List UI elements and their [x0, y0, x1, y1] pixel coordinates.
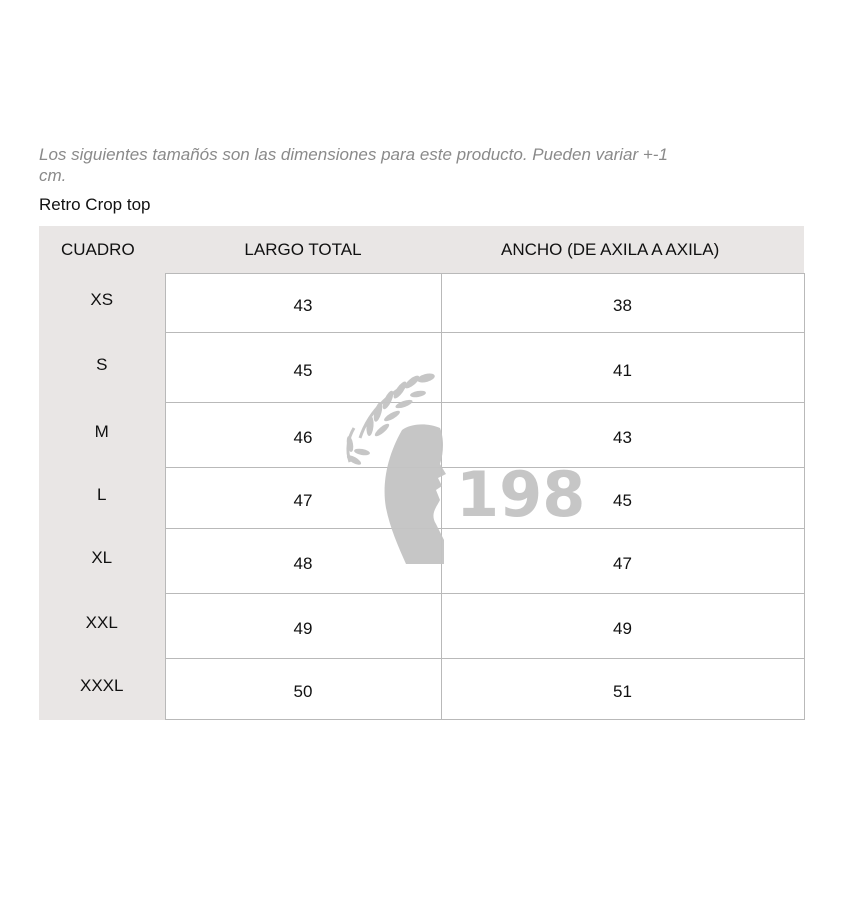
ancho-value: 49: [441, 594, 804, 659]
largo-value: 46: [165, 403, 441, 468]
table-row: [39, 274, 804, 333]
size-label: M: [39, 403, 165, 468]
size-chart-table: [39, 226, 805, 720]
ancho-value: 45: [441, 468, 804, 529]
ancho-value: 41: [441, 333, 804, 403]
size-note: Los siguientes tamañós son las dimensiones para este producto. Pueden variar +-1 cm.: [39, 145, 668, 185]
size-label: L: [39, 468, 165, 529]
largo-value: 45: [165, 333, 441, 403]
size-label: XL: [39, 529, 165, 594]
product-title: Retro Crop top: [39, 195, 151, 214]
size-label: XXL: [39, 594, 165, 659]
ancho-value: 47: [441, 529, 804, 594]
largo-value: 49: [165, 594, 441, 659]
table-row: [39, 659, 804, 720]
size-label: XXXL: [39, 659, 165, 720]
header-ancho: ANCHO (DE AXILA A AXILA): [441, 226, 804, 274]
table-header-row: [39, 226, 804, 274]
table-row: [39, 529, 804, 594]
largo-value: 47: [165, 468, 441, 529]
largo-value: 43: [165, 274, 441, 333]
ancho-value: 43: [441, 403, 804, 468]
table-row: [39, 333, 804, 403]
largo-value: 48: [165, 529, 441, 594]
ancho-value: 51: [441, 659, 804, 720]
table-row: [39, 403, 804, 468]
table-row: [39, 594, 804, 659]
size-label: S: [39, 333, 165, 403]
ancho-value: 38: [441, 274, 804, 333]
size-label: XS: [39, 274, 165, 333]
largo-value: 50: [165, 659, 441, 720]
watermark-text: 198: [456, 458, 586, 531]
header-largo-total: LARGO TOTAL: [165, 226, 441, 274]
table-row: [39, 468, 804, 529]
header-cuadro: CUADRO: [39, 226, 165, 274]
